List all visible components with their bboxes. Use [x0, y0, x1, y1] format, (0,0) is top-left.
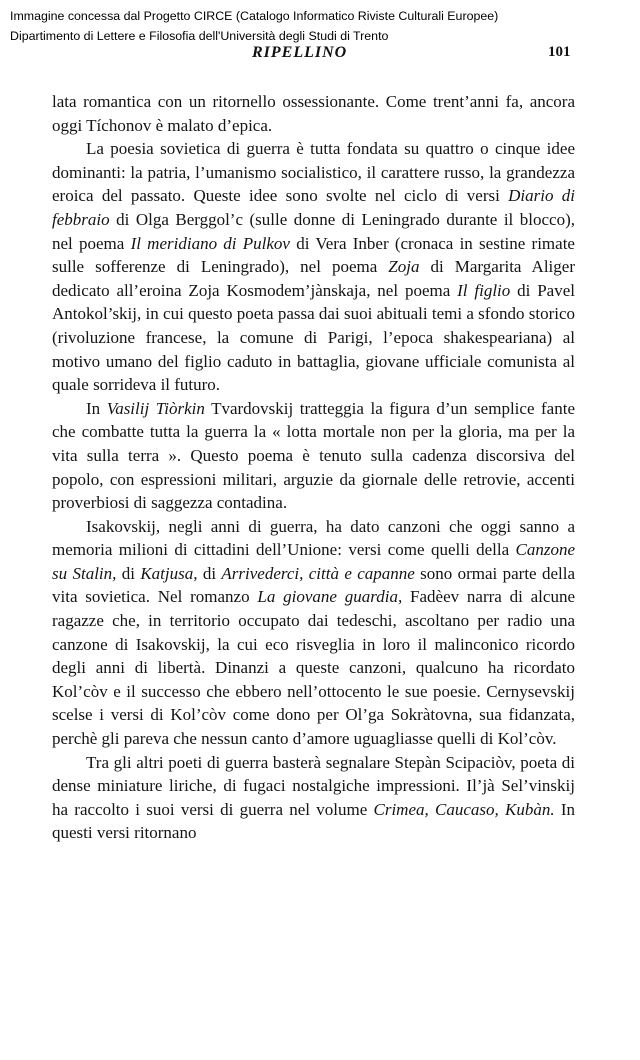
credit-line-1: Immagine concessa dal Progetto CIRCE (Catalogo Informatico Riviste Culturali Europee) [10, 9, 499, 23]
italic-title: Arrivederci, città e capanne [221, 563, 415, 583]
text-run: lata romantica con un ritornello ossessionante. Come trent’anni fa, ancora oggi Tíchonov è malato d’epica. [52, 92, 575, 135]
text-run: di Pavel Antokol’skij, in cui questo poeta passa dai suoi abituali temi a sfondo storico (rivoluzione francese, la comune di Parigi, l’epoca shakespeariana) al motivo umano del figlio caduto in battaglia, giovane ufficiale comunista al quale sorrideva il futuro. [52, 280, 575, 395]
paragraph [52, 751, 575, 845]
italic-title: Katjusa, [140, 563, 198, 583]
paragraph [52, 515, 575, 751]
text-run: di Olga Berggol’c (sulle donne di Leningrado durante il blocco), nel poema [52, 209, 575, 253]
text-run: In questi versi ritornano [52, 799, 575, 843]
text-run: Isakovskij, negli anni di guerra, ha dato canzoni che oggi sanno a memoria milioni di cittadini dell’Unione: versi come quelli della [52, 516, 575, 560]
running-header [0, 44, 640, 68]
page-number: 101 [548, 44, 571, 60]
italic-title: Canzone su Stalin, [52, 540, 575, 583]
article-body [52, 90, 575, 845]
text-run: Fadèev narra di alcune ragazze che, in territorio occupato dai tedeschi, ascoltano per radio una canzone di Isakovskij, la cui eco risveglia in loro il malinconico ricordo degli anni di libertà. Dinanzi a queste canzoni, qualcuno ha ricordato Kol’còv e il successo che ebbero nell’ottocento le sue poesie. Cernysevskij scelse i versi di Kol’còv come dono per Ol’ga Sokràtovna, sua fidanzata, perchè gli pareva che nessun canto d’amore uguagliasse quelli di Kol’còv. [52, 587, 575, 749]
credit-line-2: Dipartimento di Lettere e Filosofia dell'Università degli Studi di Trento [10, 29, 389, 43]
italic-title: La giovane guardia, [257, 587, 403, 607]
paragraph [52, 90, 575, 137]
image-credit [10, 6, 498, 46]
italic-title: Crimea, Caucaso, Kubàn. [373, 799, 555, 819]
running-title: RIPELLINO [252, 44, 348, 61]
text-run: In [86, 398, 107, 418]
italic-title: Il figlio [457, 280, 511, 300]
text-run: La poesia sovietica di guerra è tutta fondata su quattro o cinque idee dominanti: la patria, l’umanismo socialistico, il carattere russo, la grandezza eroica del passato. Queste idee sono svolte nel ciclo di versi [52, 139, 575, 206]
text-run: sono ormai parte della vita sovietica. Nel romanzo [52, 563, 575, 607]
text-run: di [197, 563, 222, 583]
text-run: Tra gli altri poeti di guerra basterà segnalare Stepàn Scipaciòv, poeta di dense miniature liriche, di fugaci nostalgiche impressioni. Il’jà Sel’vinskij ha raccolto i suoi versi di guerra nel volume [52, 752, 575, 819]
text-run: di Vera Inber (cronaca in sestine rimate sulle sofferenze di Leningrado), nel poema [52, 233, 575, 277]
italic-title: Vasilij Tiòrkin [106, 398, 205, 418]
text-run: di Margarita Aliger dedicato all’eroina Zoja Kosmodem’jànskaja, nel poema [52, 257, 575, 300]
italic-title: Zoja [388, 257, 420, 277]
paragraph [52, 397, 575, 515]
text-run: di [116, 563, 141, 583]
italic-title: Diario di febbraio [52, 186, 575, 229]
text-run: Tvardovskij tratteggia la figura d’un semplice fante che combatte tutta la guerra la « lotta mortale non per la gloria, ma per la vita sulla terra ». Questo poema è tenuto sulla cadenza discorsiva del popolo, con espressioni militari, arguzie da giornale delle retrovie, accenti proverbiosi di saggezza contadina. [52, 398, 575, 513]
italic-title: Il meridiano di Pulkov [130, 233, 290, 253]
paragraph [52, 137, 575, 397]
